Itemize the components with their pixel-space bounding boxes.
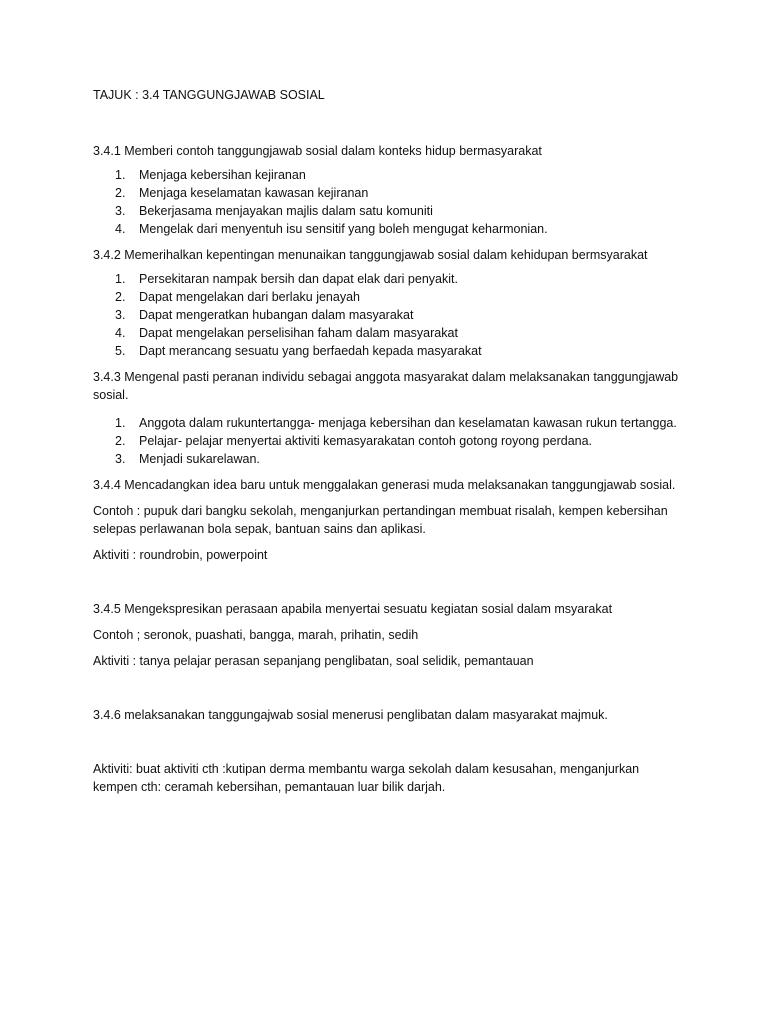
page-title: TAJUK : 3.4 TANGGUNGJAWAB SOSIAL	[93, 88, 325, 102]
list-item	[93, 324, 683, 342]
list-item-text: Dapat mengelakan dari berlaku jenayah	[139, 290, 360, 304]
list-item-text: Mengelak dari menyentuh isu sensitif yang boleh mengugat keharmonian.	[139, 222, 548, 236]
list-item	[93, 450, 683, 468]
section-heading-3-4-5: 3.4.5 Mengekspresikan perasaan apabila menyertai sesuatu kegiatan sosial dalam msyarakat	[93, 602, 613, 616]
list-item-text: Anggota dalam rukuntertangga- menjaga kebersihan dan keselamatan kawasan rukun tertangga.	[139, 416, 677, 430]
list-item	[93, 306, 683, 324]
list-item	[93, 432, 683, 450]
section-heading-3-4-6: 3.4.6 melaksanakan tanggungajwab sosial menerusi penglibatan dalam masyarakat majmuk.	[93, 708, 608, 722]
list-item	[93, 184, 683, 202]
list-item-text: Menjaga kebersihan kejiranan	[139, 168, 306, 182]
list-number: 2.	[115, 434, 126, 448]
list-number: 2.	[115, 290, 126, 304]
list-item-text: Menjadi sukarelawan.	[139, 452, 260, 466]
list-number: 3.	[115, 308, 126, 322]
list-number: 5.	[115, 344, 126, 358]
list-number: 3.	[115, 452, 126, 466]
aktiviti-text-3-4-4: Aktiviti : roundrobin, powerpoint	[93, 548, 268, 562]
contoh-text-3-4-5: Contoh ; seronok, puashati, bangga, marah, prihatin, sedih	[93, 628, 419, 642]
list-3-4-3	[93, 414, 683, 468]
list-item-text: Persekitaran nampak bersih dan dapat elak dari penyakit.	[139, 272, 458, 286]
list-number: 4.	[115, 326, 126, 340]
list-item	[93, 342, 683, 360]
list-item	[93, 288, 683, 306]
list-number: 1.	[115, 168, 126, 182]
document-page	[93, 86, 683, 796]
list-item	[93, 202, 683, 220]
list-item-text: Pelajar- pelajar menyertai aktiviti kemasyarakatan contoh gotong royong perdana.	[139, 434, 593, 448]
aktiviti-text-3-4-6: Aktiviti: buat aktiviti cth :kutipan derma membantu warga sekolah dalam kesusahan, menganjurkan kempen cth: ceramah kebersihan, pemantauan luar bilik darjah.	[93, 762, 640, 794]
list-item-text: Menjaga keselamatan kawasan kejiranan	[139, 186, 369, 200]
list-item	[93, 220, 683, 238]
contoh-text-3-4-4: Contoh : pupuk dari bangku sekolah, menganjurkan pertandingan membuat risalah, kempen kebersihan selepas perlawanan bola sepak, bantuan sains dan aplikasi.	[93, 504, 668, 536]
list-item	[93, 166, 683, 184]
list-number: 1.	[115, 272, 126, 286]
list-item-text: Dapat mengeratkan hubangan dalam masyarakat	[139, 308, 414, 322]
list-item	[93, 270, 683, 288]
list-item-text: Bekerjasama menjayakan majlis dalam satu komuniti	[139, 204, 433, 218]
list-number: 3.	[115, 204, 126, 218]
list-number: 1.	[115, 416, 126, 430]
list-number: 4.	[115, 222, 126, 236]
section-heading-3-4-4: 3.4.4 Mencadangkan idea baru untuk menggalakan generasi muda melaksanakan tanggungjawab sosial.	[93, 478, 676, 492]
section-heading-3-4-1: 3.4.1 Memberi contoh tanggungjawab sosial dalam konteks hidup bermasyarakat	[93, 144, 542, 158]
list-item-text: Dapt merancang sesuatu yang berfaedah kepada masyarakat	[139, 344, 482, 358]
list-number: 2.	[115, 186, 126, 200]
list-3-4-2	[93, 270, 683, 360]
list-3-4-1	[93, 166, 683, 238]
section-heading-3-4-3: 3.4.3 Mengenal pasti peranan individu sebagai anggota masyarakat dalam melaksanakan tanggungjawab sosial.	[93, 370, 679, 402]
list-item-text: Dapat mengelakan perselisihan faham dalam masyarakat	[139, 326, 458, 340]
section-heading-3-4-2: 3.4.2 Memerihalkan kepentingan menunaikan tanggungjawab sosial dalam kehidupan bermsyarakat	[93, 248, 648, 262]
aktiviti-text-3-4-5: Aktiviti : tanya pelajar perasan sepanjang penglibatan, soal selidik, pemantauan	[93, 654, 534, 668]
list-item	[93, 414, 683, 432]
